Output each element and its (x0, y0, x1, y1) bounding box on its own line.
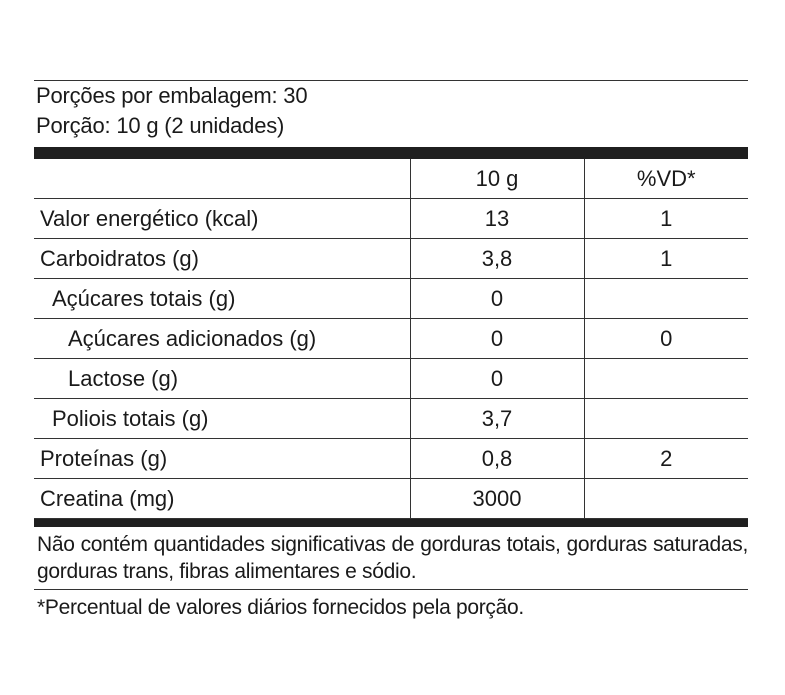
nutrient-amount: 0 (410, 279, 584, 319)
nutrient-amount: 13 (410, 199, 584, 239)
nutrient-amount: 3,8 (410, 239, 584, 279)
nutrient-name: Açúcares totais (g) (34, 279, 410, 319)
table-row (34, 319, 748, 359)
nutrient-vd (584, 479, 748, 519)
nutrition-table (34, 159, 748, 519)
header-amount: 10 g (410, 159, 584, 199)
table-row (34, 399, 748, 439)
nutrient-amount: 0,8 (410, 439, 584, 479)
table-row (34, 199, 748, 239)
header-nutrient (34, 159, 410, 199)
nutrient-amount: 3000 (410, 479, 584, 519)
table-row (34, 439, 748, 479)
nutrient-vd (584, 359, 748, 399)
table-row (34, 359, 748, 399)
nutrient-name: Carboidratos (g) (34, 239, 410, 279)
nutrient-name: Valor energético (kcal) (34, 199, 410, 239)
table-header-row (34, 159, 748, 199)
nutrient-vd: 1 (584, 199, 748, 239)
servings-per-package: Porções por embalagem: 30 (36, 83, 308, 108)
portion-size: Porção: 10 g (2 unidades) (36, 113, 285, 138)
nutrient-name: Açúcares adicionados (g) (34, 319, 410, 359)
nutrient-amount: 0 (410, 359, 584, 399)
bottom-divider (34, 519, 748, 527)
nutrient-amount: 0 (410, 319, 584, 359)
header-vd: %VD* (584, 159, 748, 199)
table-row (34, 479, 748, 519)
thick-divider (34, 147, 748, 159)
not-significant-note: Não contém quantidades significativas de gorduras totais, gorduras saturadas, gorduras trans, fibras alimentares e sódio. (37, 533, 748, 583)
nutrition-facts-label (34, 80, 748, 622)
nutrient-name: Creatina (mg) (34, 479, 410, 519)
nutrient-name: Poliois totais (g) (34, 399, 410, 439)
servings-info (34, 81, 748, 141)
nutrient-vd: 1 (584, 239, 748, 279)
nutrient-amount: 3,7 (410, 399, 584, 439)
nutrient-name: Proteínas (g) (34, 439, 410, 479)
percent-note: *Percentual de valores diários fornecidos pela porção. (37, 596, 524, 619)
nutrient-vd: 0 (584, 319, 748, 359)
nutrient-vd: 2 (584, 439, 748, 479)
table-row (34, 239, 748, 279)
nutrient-vd (584, 399, 748, 439)
nutrient-vd (584, 279, 748, 319)
nutrient-name: Lactose (g) (34, 359, 410, 399)
table-row (34, 279, 748, 319)
